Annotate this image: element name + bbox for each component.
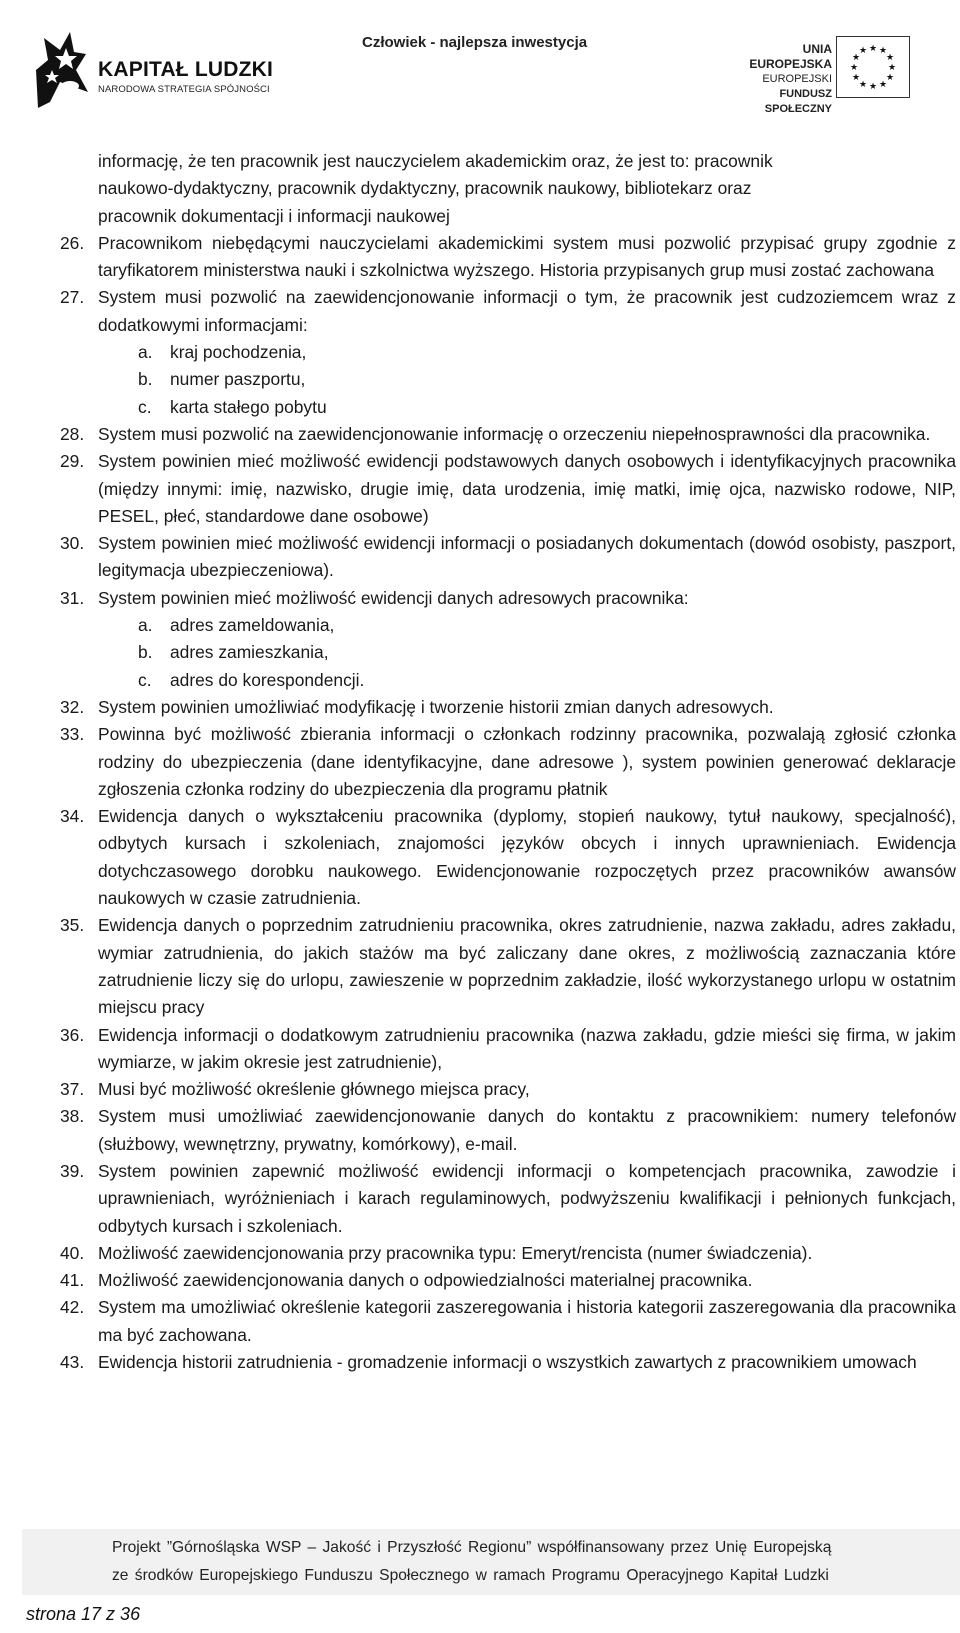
list-item xyxy=(60,1022,956,1077)
sub-list-letter: b. xyxy=(138,369,153,390)
list-item-number: 26. xyxy=(60,232,85,253)
sub-list-text: adres zameldowania, xyxy=(170,615,335,636)
list-item-text: System powinien mieć możliwość ewidencji danych adresowych pracownika: xyxy=(98,587,689,608)
footer-line-2: ze środków Europejskiego Funduszu Społecznego w ramach Programu Operacyjnego Kapitał Ludzki xyxy=(112,1567,829,1584)
list-item-number: 34. xyxy=(60,806,85,827)
header-slogan: Człowiek - najlepsza inwestycja xyxy=(362,34,588,51)
sub-list-item xyxy=(98,612,956,639)
list-item-text: System powinien zapewnić możliwość ewidencji informacji o kompetencjach pracownika, zawodzie i uprawnieniach, wyróżnieniach i karach regulaminowych, podwyższeniu kwalifikacji i pełnionych funkcjach, odbytych kursach i szkoleniach. xyxy=(98,1160,956,1236)
list-item-text: Możliwość zaewidencjonowania danych o odpowiedzialności materialnej pracownika. xyxy=(98,1270,753,1291)
intro-line: informację, że ten pracownik jest nauczycielem akademickim oraz, że jest to: pracownik xyxy=(98,151,773,171)
logo-subtitle: NARODOWA STRATEGIA SPÓJNOŚCI xyxy=(98,84,270,95)
list-item xyxy=(60,448,956,530)
list-item xyxy=(60,585,956,612)
list-item-text: Powinna być możliwość zbierania informacji o członkach rodzinny pracownika, pozwalają zgłosić członka rodziny do ubezpieczenia (dane identyfikacyjne, dane adresowe ), system powinien generować deklaracje zgłoszenia członka rodziny do ubezpieczenia dla programu płatnik xyxy=(98,724,956,799)
sub-list-text: numer paszportu, xyxy=(170,369,306,390)
list-item-text: Ewidencja danych o wykształceniu pracownika (dyplomy, stopień naukowy, tytuł naukowy, specjalność), odbytych kursach i szkoleniach, znajomości języków obcych i innych uprawnieniach. Ewidencja dotychczasowego dorobku naukowego. Ewidencjonowanie rozpoczętych przez pracowników awansów naukowych w czasie zatrudnienia. xyxy=(98,806,956,909)
kapital-ludzki-logo xyxy=(30,30,310,120)
list-item-number: 39. xyxy=(60,1160,85,1181)
list-item xyxy=(60,421,956,448)
list-item-number: 42. xyxy=(60,1297,85,1318)
list-item-text: System musi pozwolić na zaewidencjonowanie informację o orzeczeniu niepełnosprawności dla pracownika. xyxy=(98,423,931,444)
list-item xyxy=(60,1240,956,1267)
eu-logo-line1: UNIA EUROPEJSKA xyxy=(749,42,832,71)
list-item-number: 33. xyxy=(60,724,85,745)
intro-line: naukowo-dydaktyczny, pracownik dydaktyczny, pracownik naukowy, bibliotekarz oraz xyxy=(98,178,752,199)
svg-text:★: ★ xyxy=(858,46,868,56)
svg-text:★: ★ xyxy=(849,63,859,73)
list-item-number: 36. xyxy=(60,1024,85,1045)
sub-list-item xyxy=(98,667,956,694)
list-item-number: 32. xyxy=(60,696,85,717)
sub-list-letter: a. xyxy=(138,342,153,363)
list-item-text: Musi być możliwość określenie głównego miejsca pracy, xyxy=(98,1079,530,1100)
sub-list-letter: c. xyxy=(138,669,152,690)
list-item-text: System powinien mieć możliwość ewidencji podstawowych danych osobowych i identyfikacyjnych pracownika (między innymi: imię, nazwisko, drugie imię, data urodzenia, imię matki, imię ojca, nazwisko rodowe, NIP, PESEL, płeć, standardowe dane osobowe) xyxy=(98,451,956,526)
svg-text:★: ★ xyxy=(851,73,861,83)
list-item xyxy=(60,1349,956,1376)
list-item-number: 30. xyxy=(60,533,85,554)
sub-list-text: karta stałego pobytu xyxy=(170,396,327,417)
list-item-text: System powinien umożliwiać modyfikację i tworzenie historii zmian danych adresowych. xyxy=(98,696,774,717)
list-item-text: Ewidencja informacji o dodatkowym zatrudnieniu pracownika (nazwa zakładu, gdzie mieści się firma, w jakim wymiarze, w jakim okresie jest zatrudnienie), xyxy=(98,1024,956,1072)
svg-text:★: ★ xyxy=(878,80,888,90)
list-item xyxy=(60,1103,956,1158)
intro-paragraph xyxy=(98,148,956,230)
list-item xyxy=(60,530,956,585)
list-item-text: Ewidencja danych o poprzednim zatrudnieniu pracownika, okres zatrudnienie, nazwa zakładu, adres zakładu, wymiar zatrudnienia, do jakich stażów ma być zaliczany dane okres, z możliwością zaznaczania które zatrudnienie liczy się do urlopu, zawieszenie w poprzednim zakładzie, ilość wykorzystanego urlopu w ostatnim miejscu pracy xyxy=(98,915,956,1018)
list-item-number: 29. xyxy=(60,451,85,472)
sub-list-item xyxy=(98,394,956,421)
list-item xyxy=(60,721,956,803)
sub-list-item xyxy=(98,366,956,393)
list-item-number: 43. xyxy=(60,1352,85,1373)
kapital-ludzki-emblem-icon xyxy=(30,30,90,110)
footer-line-1: Projekt ”Górnośląska WSP – Jakość i Przyszłość Regionu” współfinansowany przez Unię Europejską xyxy=(112,1539,832,1556)
svg-text:★: ★ xyxy=(868,44,878,54)
list-item-number: 37. xyxy=(60,1079,85,1100)
sub-list-item xyxy=(98,339,956,366)
eu-logo-line2: EUROPEJSKI xyxy=(762,73,832,85)
svg-text:★: ★ xyxy=(868,82,878,92)
list-item-number: 38. xyxy=(60,1106,85,1127)
sub-list-text: adres do korespondencji. xyxy=(170,669,365,690)
document-body xyxy=(60,148,956,1376)
list-item-text: Pracownikom niebędącymi nauczycielami akademickimi system musi pozwolić przypisać grupy zgodnie z taryfikatorem ministerstwa nauki i szkolnictwa wyższego. Historia przypisanych grup musi zostać zachowana xyxy=(98,232,956,281)
sub-list-item xyxy=(98,639,956,666)
list-item xyxy=(60,284,956,339)
list-item-number: 28. xyxy=(60,423,85,444)
list-item xyxy=(60,1076,956,1103)
svg-text:★: ★ xyxy=(885,73,895,83)
list-item-number: 27. xyxy=(60,287,85,308)
eu-flag-icon xyxy=(836,36,910,98)
list-item xyxy=(60,1267,956,1294)
list-item-number: 31. xyxy=(60,587,85,608)
list-item-number: 41. xyxy=(60,1270,85,1291)
logo-title: KAPITAŁ LUDZKI xyxy=(98,58,274,81)
list-item-text: System musi pozwolić na zaewidencjonowanie informacji o tym, że pracownik jest cudzoziemcem wraz z dodatkowymi informacjami: xyxy=(98,287,956,335)
list-item xyxy=(60,1294,956,1349)
list-item-text: System musi umożliwiać zaewidencjonowanie danych do kontaktu z pracownikiem: numery telefonów (służbowy, wewnętrzny, prywatny, komórkowy), e-mail. xyxy=(98,1106,956,1154)
svg-text:★: ★ xyxy=(858,80,868,90)
svg-text:★: ★ xyxy=(887,63,897,73)
footer xyxy=(22,1529,960,1595)
sub-list-text: adres zamieszkania, xyxy=(170,642,329,663)
sub-list-text: kraj pochodzenia, xyxy=(170,342,307,363)
list-item-text: System ma umożliwiać określenie kategorii zaszeregowania i historia kategorii zaszeregowania dla pracownika ma być zachowana. xyxy=(98,1297,956,1345)
sub-list-letter: b. xyxy=(138,642,153,663)
list-item xyxy=(60,694,956,721)
svg-text:★: ★ xyxy=(878,46,888,56)
svg-text:★: ★ xyxy=(885,53,895,63)
svg-text:★: ★ xyxy=(851,53,861,63)
list-item xyxy=(60,1158,956,1240)
eu-logo xyxy=(720,36,950,115)
list-item-text: Ewidencja historii zatrudnienia - gromadzenie informacji o wszystkich zawartych z pracownikiem umowach xyxy=(98,1352,917,1373)
page-header xyxy=(0,0,960,140)
list-item xyxy=(60,912,956,1021)
sub-list-letter: c. xyxy=(138,396,152,417)
page-number: strona 17 z 36 xyxy=(26,1604,141,1624)
list-item-text: System powinien mieć możliwość ewidencji informacji o posiadanych dokumentach (dowód osobisty, paszport, legitymacja ubezpieczeniowa). xyxy=(98,533,956,581)
eu-logo-line3: FUNDUSZ SPOŁECZNY xyxy=(764,88,832,115)
list-item-number: 40. xyxy=(60,1242,85,1263)
sub-list-letter: a. xyxy=(138,615,153,636)
list-item xyxy=(60,803,956,912)
intro-line: pracownik dokumentacji i informacji naukowej xyxy=(98,205,450,226)
list-item xyxy=(60,230,956,285)
list-item-text: Możliwość zaewidencjonowania przy pracownika typu: Emeryt/rencista (numer świadczenia). xyxy=(98,1242,813,1263)
eu-logo-text xyxy=(720,42,832,117)
list-item-number: 35. xyxy=(60,915,85,936)
